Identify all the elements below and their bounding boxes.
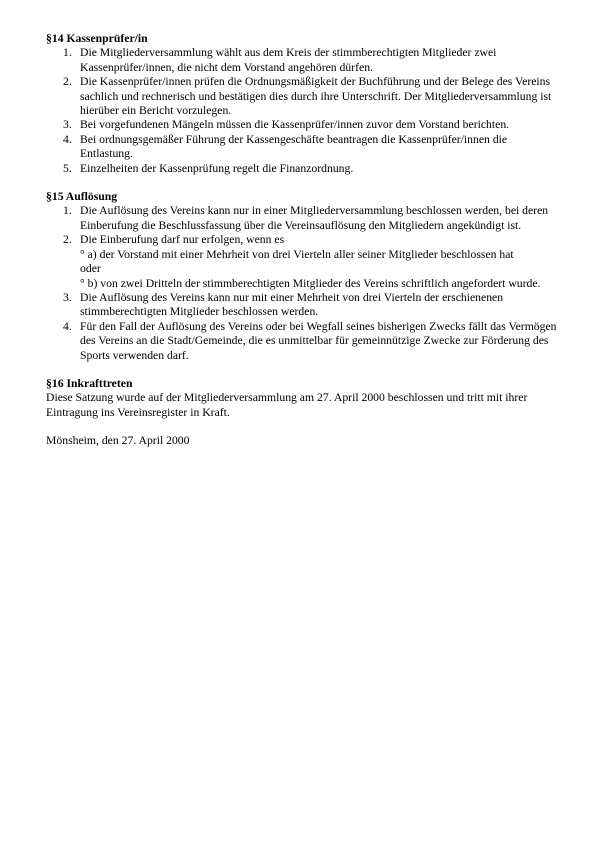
item-text: Die Auflösung des Vereins kann nur mit einer Mehrheit von drei Vierteln der erschienenen stimmberechtigten Mitglieder beschlossen werden. <box>80 290 504 319</box>
item-number: 2. <box>63 233 72 247</box>
section-15 <box>46 190 562 363</box>
option-a: ° a) der Vorstand mit einer Mehrheit von drei Vierteln aller seiner Mitglieder beschlossen hat <box>80 247 514 261</box>
list-item <box>46 46 562 75</box>
item-number: 3. <box>63 290 72 304</box>
list-item <box>46 204 562 233</box>
list-item <box>46 118 562 132</box>
item-number: 3. <box>63 118 72 132</box>
item-number: 5. <box>63 161 72 175</box>
list-item <box>46 233 562 291</box>
closing-place-date: Mönsheim, den 27. April 2000 <box>46 434 190 448</box>
list-item <box>46 320 562 363</box>
section-14 <box>46 32 562 176</box>
item-text: Für den Fall der Auflösung des Vereins oder bei Wegfall seines bisherigen Zwecks fällt das Vermögen des Vereins an die Stadt/Gemeinde, die es unmittelbar für gemeinnützige Zwecke zur Förderung des Sports verwenden darf. <box>80 319 557 362</box>
option-or: oder <box>80 262 101 276</box>
item-text: Die Kassenprüfer/innen prüfen die Ordnungsmäßigkeit der Buchführung und der Belege des Vereins sachlich und rechnerisch und bestätigen dies durch ihre Unterschrift. Der Mitgliederversammlung ist hierüber ein Bericht vorzulegen. <box>80 75 552 118</box>
option-b: ° b) von zwei Dritteln der stimmberechtigten Mitglieder des Vereins schriftlich angefordert wurde. <box>80 276 541 290</box>
item-text: Die Auflösung des Vereins kann nur in einer Mitgliederversammlung beschlossen werden, bei deren Einberufung die Beschlussfassung über die Vereinsauflösung den Mitgliedern angekündigt ist. <box>80 204 549 232</box>
document-content <box>46 32 562 449</box>
section-text: Diese Satzung wurde auf der Mitgliederversammlung am 27. April 2000 beschlossen und tritt mit ihrer Eintragung ins Vereinsregister in Kraft. <box>46 391 528 419</box>
list-item <box>46 133 562 162</box>
list-item <box>46 75 562 118</box>
numbered-list <box>46 46 562 176</box>
item-text: Die Mitgliederversammlung wählt aus dem Kreis der stimmberechtigten Mitglieder zwei Kassenprüfer/innen, die nicht dem Vorstand angehören dürfen. <box>80 46 497 74</box>
item-text: Bei vorgefundenen Mängeln müssen die Kassenprüfer/innen zuvor dem Vorstand berichten. <box>80 118 510 132</box>
item-number: 1. <box>63 46 72 60</box>
item-number: 1. <box>63 204 72 218</box>
list-item <box>46 291 562 320</box>
list-item <box>46 162 562 176</box>
section-heading: §15 Auflösung <box>46 190 118 204</box>
section-heading: §14 Kassenprüfer/in <box>46 32 148 45</box>
item-text: Bei ordnungsgemäßer Führung der Kassengeschäfte beantragen die Kassenprüfer/innen die Entlastung. <box>80 132 508 161</box>
item-number: 4. <box>63 319 72 333</box>
section-heading: §16 Inkrafttreten <box>46 376 133 390</box>
section-16 <box>46 377 562 420</box>
item-text: Einzelheiten der Kassenprüfung regelt die Finanzordnung. <box>80 161 354 175</box>
item-number: 2. <box>63 75 72 89</box>
item-text: Die Einberufung darf nur erfolgen, wenn es <box>80 233 285 247</box>
item-number: 4. <box>63 132 72 146</box>
numbered-list <box>46 204 562 362</box>
